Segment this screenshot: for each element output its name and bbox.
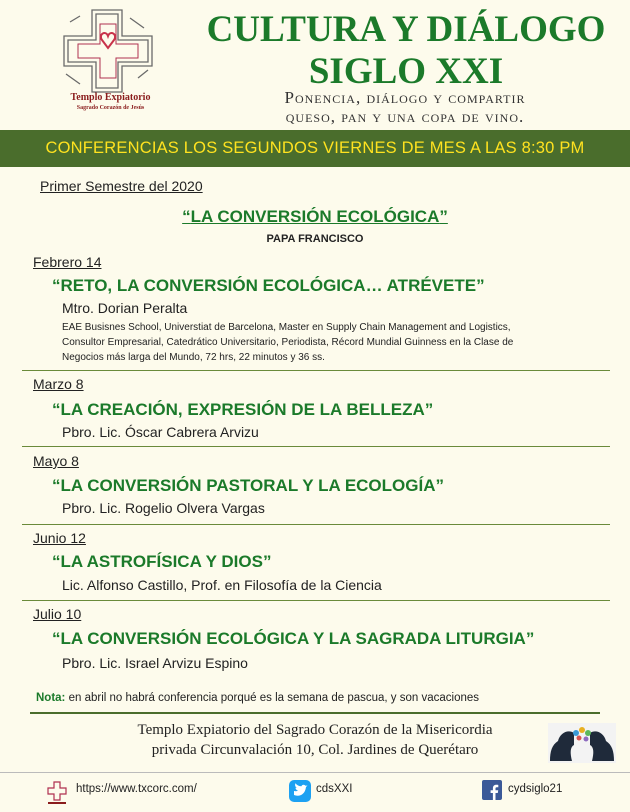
note xyxy=(36,692,479,704)
title-line-2: SIGLO XXI xyxy=(308,51,504,92)
session-date: Julio 10 xyxy=(33,606,82,622)
dialogue-heads-icon xyxy=(548,723,616,763)
session-speaker: Pbro. Lic. Rogelio Olvera Vargas xyxy=(62,500,265,516)
speaker-bio xyxy=(62,320,582,365)
session-title: “LA CONVERSIÓN ECOLÓGICA Y LA SAGRADA LITURGIA” xyxy=(52,629,535,648)
schedule-banner: CONFERENCIAS LOS SEGUNDOS VIERNES DE MES A LAS 8:30 PM xyxy=(0,130,630,167)
logo-sub: Sagrado Corazón de Jesús xyxy=(76,105,145,111)
bio-line: Negocios más larga del Mundo, 72 hrs, 22 minutos y 36 ss. xyxy=(62,352,325,363)
subtitle-line-2: queso, pan y una copa de vino. xyxy=(285,107,525,126)
facebook-icon[interactable] xyxy=(482,780,502,800)
semester-label: Primer Semestre del 2020 xyxy=(40,178,203,194)
subtitle-line-1: Ponencia, diálogo y compartir xyxy=(284,88,526,107)
logo-caption xyxy=(48,92,173,114)
session-speaker: Mtro. Dorian Peralta xyxy=(62,300,188,316)
session-title: “LA CONVERSIÓN PASTORAL Y LA ECOLOGÍA” xyxy=(52,476,444,495)
bio-line: Consultor Empresarial, Catedrático Universitario, Periodista, Récord Mundial Guinness en la Clase de xyxy=(62,337,514,348)
logo-name: Templo Expiatorio xyxy=(70,92,151,103)
session-speaker: Pbro. Lic. Óscar Cabrera Arvizu xyxy=(62,424,259,440)
session-speaker: Lic. Alfonso Castillo, Prof. en Filosofía de la Ciencia xyxy=(62,577,382,593)
divider xyxy=(22,370,610,371)
twitter-icon[interactable] xyxy=(289,780,311,802)
title-line-1: CULTURA Y DIÁLOGO xyxy=(206,9,606,50)
address-line-1: Templo Expiatorio del Sagrado Corazón de la Misericordia xyxy=(137,722,493,738)
session-date: Mayo 8 xyxy=(33,453,79,469)
bio-line: EAE Busisnes School, Universtiat de Barcelona, Master en Supply Chain Management and Logistics, xyxy=(62,322,511,333)
divider xyxy=(22,446,610,447)
divider xyxy=(22,600,610,601)
session-date: Marzo 8 xyxy=(33,376,84,392)
theme-author: PAPA FRANCISCO xyxy=(266,233,364,245)
session-title: “LA ASTROFÍSICA Y DIOS” xyxy=(52,552,272,571)
theme-open-quote: “ xyxy=(182,207,191,226)
theme-close-quote: ” xyxy=(439,207,448,226)
address-line-2: privada Circunvalación 10, Col. Jardines de Querétaro xyxy=(151,742,479,758)
program-theme xyxy=(0,207,630,227)
note-text: en abril no habrá conferencia porqué es la semana de pascua, y son vacaciones xyxy=(65,692,480,704)
website-link[interactable]: https://www.txcorc.com/ xyxy=(76,783,197,795)
facebook-handle[interactable]: cydsiglo21 xyxy=(508,783,563,795)
session-title: “LA CREACIÓN, EXPRESIÓN DE LA BELLEZA” xyxy=(52,400,434,419)
session-date: Junio 12 xyxy=(33,530,86,546)
session-title: “RETO, LA CONVERSIÓN ECOLÓGICA… ATRÉVETE” xyxy=(52,276,485,295)
bottom-divider xyxy=(0,772,630,773)
session-speaker: Pbro. Lic. Israel Arvizu Espino xyxy=(62,655,248,671)
note-label: Nota: xyxy=(36,692,66,704)
session-date: Febrero 14 xyxy=(33,254,102,270)
divider xyxy=(22,524,610,525)
footer-divider xyxy=(30,712,600,714)
twitter-handle[interactable]: cdsXXI xyxy=(316,783,353,795)
logo-small-icon xyxy=(46,780,68,806)
theme-text: LA CONVERSIÓN ECOLÓGICA xyxy=(190,207,440,226)
